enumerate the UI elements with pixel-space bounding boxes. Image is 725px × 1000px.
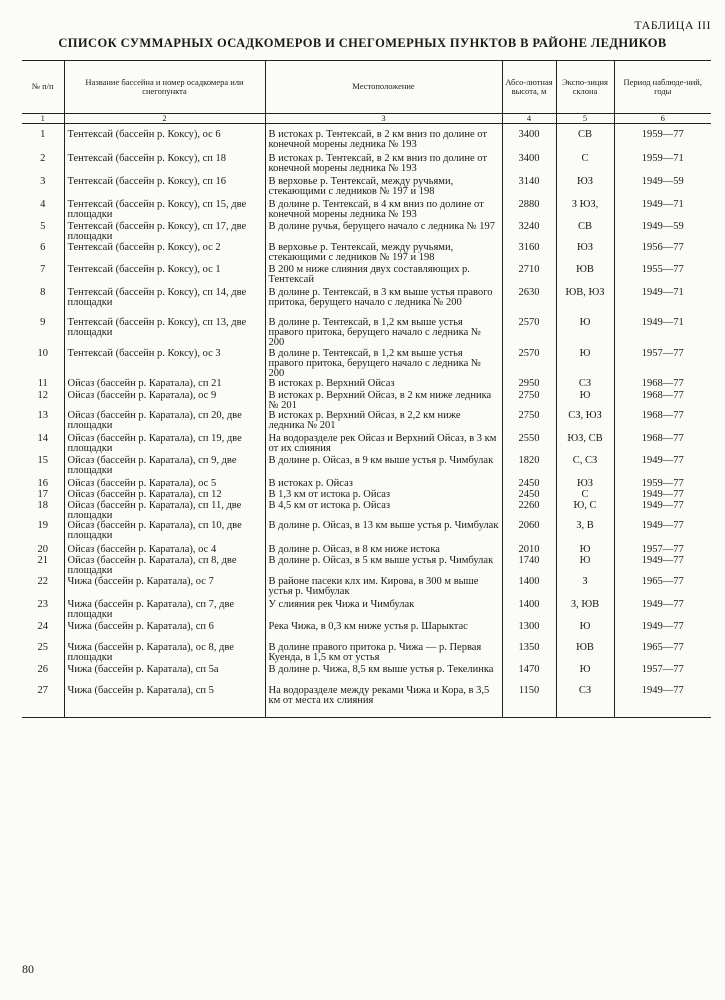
- row-number: 22: [22, 577, 64, 600]
- table-row: [22, 600, 711, 622]
- row-number: 20: [22, 545, 64, 556]
- header-period: Период наблюде-ний, годы: [614, 61, 711, 114]
- observation-period: 1949—59: [614, 222, 711, 243]
- station-name: Ойсаз (бассейн р. Каратала), ос 4: [64, 545, 265, 556]
- station-location: В истоках р. Верхний Ойсаз, в 2 км ниже ледника № 201: [265, 391, 502, 411]
- station-name: Ойсаз (бассейн р. Каратала), сп 9, две площадки: [64, 456, 265, 479]
- row-number: 11: [22, 379, 64, 391]
- slope-exposure: Ю: [556, 318, 614, 349]
- station-altitude: 2060: [502, 521, 556, 545]
- table-row: [22, 130, 711, 154]
- station-location: В долине правого притока р. Чижа — р. Первая Куенда, в 1,5 км от устья: [265, 643, 502, 665]
- row-number: 12: [22, 391, 64, 411]
- table-row: [22, 665, 711, 686]
- station-location: В долине р. Тентексай, в 4 км вниз по долине от конечной морены ледника № 193: [265, 200, 502, 222]
- observation-period: 1949—71: [614, 288, 711, 318]
- station-name: Ойсаз (бассейн р. Каратала), сп 8, две площадки: [64, 556, 265, 577]
- station-altitude: 1300: [502, 622, 556, 643]
- station-location: В долине р. Тентексай, в 1,2 км выше устья правого притока, берущего начало с ледника № 200: [265, 349, 502, 379]
- slope-exposure: СЗ, ЮЗ: [556, 411, 614, 434]
- observation-period: 1949—77: [614, 501, 711, 521]
- row-number: 14: [22, 434, 64, 456]
- slope-exposure: СВ: [556, 222, 614, 243]
- slope-exposure: ЮЗ: [556, 243, 614, 265]
- observation-period: 1968—77: [614, 391, 711, 411]
- slope-exposure: Ю: [556, 556, 614, 577]
- row-number: 16: [22, 479, 64, 490]
- observation-period: 1959—77: [614, 479, 711, 490]
- table-row: [22, 265, 711, 288]
- table-row: [22, 200, 711, 222]
- station-location: В долине р. Тентексай, в 1,2 км выше устья правого притока, берущего начало с ледника № 200: [265, 318, 502, 349]
- row-number: 27: [22, 686, 64, 709]
- station-location: В долине р. Ойсаз, в 13 км выше устья р. Чимбулак: [265, 521, 502, 545]
- column-number-row: [22, 114, 711, 124]
- observation-period: 1965—77: [614, 643, 711, 665]
- stations-table: [22, 60, 711, 718]
- column-number: 5: [556, 114, 614, 124]
- station-name: Ойсаз (бассейн р. Каратала), ос 5: [64, 479, 265, 490]
- table-row: [22, 318, 711, 349]
- station-name: Ойсаз (бассейн р. Каратала), сп 20, две площадки: [64, 411, 265, 434]
- station-name: Чижа (бассейн р. Каратала), ос 8, две площадки: [64, 643, 265, 665]
- station-altitude: 1400: [502, 600, 556, 622]
- observation-period: 1955—77: [614, 265, 711, 288]
- station-name: Чижа (бассейн р. Каратала), сп 7, две площадки: [64, 600, 265, 622]
- table-row: [22, 243, 711, 265]
- observation-period: 1949—71: [614, 318, 711, 349]
- station-location: В верховье р. Тентексай, между ручьями, стекающими с ледников № 197 и 198: [265, 243, 502, 265]
- station-altitude: 2950: [502, 379, 556, 391]
- station-location: У слияния рек Чижа и Чимбулак: [265, 600, 502, 622]
- slope-exposure: ЮЗ: [556, 479, 614, 490]
- row-number: 15: [22, 456, 64, 479]
- station-location: В долине р. Ойсаз, в 5 км выше устья р. Чимбулак: [265, 556, 502, 577]
- station-name: Ойсаз (бассейн р. Каратала), сп 11, две площадки: [64, 501, 265, 521]
- station-name: Чижа (бассейн р. Каратала), сп 5а: [64, 665, 265, 686]
- slope-exposure: З: [556, 577, 614, 600]
- station-altitude: 2630: [502, 288, 556, 318]
- header-location: Местоположение: [265, 61, 502, 114]
- row-number: 7: [22, 265, 64, 288]
- station-location: В истоках р. Верхний Ойсаз, в 2,2 км ниже ледника № 201: [265, 411, 502, 434]
- observation-period: 1949—77: [614, 456, 711, 479]
- station-altitude: 2260: [502, 501, 556, 521]
- observation-period: 1957—77: [614, 349, 711, 379]
- row-number: 18: [22, 501, 64, 521]
- station-location: В долине р. Ойсаз, в 9 км выше устья р. Чимбулак: [265, 456, 502, 479]
- observation-period: 1949—71: [614, 200, 711, 222]
- row-number: 8: [22, 288, 64, 318]
- column-number: 1: [22, 114, 64, 124]
- observation-period: 1959—77: [614, 130, 711, 154]
- slope-exposure: СЗ: [556, 686, 614, 709]
- table-bottom-border: [22, 709, 711, 718]
- observation-period: 1949—77: [614, 490, 711, 501]
- station-name: Чижа (бассейн р. Каратала), сп 6: [64, 622, 265, 643]
- station-location: В истоках р. Верхний Ойсаз: [265, 379, 502, 391]
- row-number: 3: [22, 177, 64, 200]
- station-location: В истоках р. Тентексай, в 2 км вниз по долине от конечной морены ледника № 193: [265, 130, 502, 154]
- station-name: Тентексай (бассейн р. Коксу), сп 16: [64, 177, 265, 200]
- station-altitude: 2570: [502, 318, 556, 349]
- station-altitude: 2450: [502, 479, 556, 490]
- station-altitude: 1470: [502, 665, 556, 686]
- station-name: Ойсаз (бассейн р. Каратала), сп 21: [64, 379, 265, 391]
- table-row: [22, 349, 711, 379]
- table-row: [22, 177, 711, 200]
- station-name: Тентексай (бассейн р. Коксу), ос 6: [64, 130, 265, 154]
- slope-exposure: ЮВ: [556, 643, 614, 665]
- row-number: 21: [22, 556, 64, 577]
- station-location: В истоках р. Тентексай, в 2 км вниз по долине от конечной морены ледника № 193: [265, 154, 502, 177]
- slope-exposure: Ю: [556, 545, 614, 556]
- station-altitude: 2880: [502, 200, 556, 222]
- station-location: В долине р. Тентексай, в 3 км выше устья правого притока, берущего начало с ледника № 200: [265, 288, 502, 318]
- row-number: 24: [22, 622, 64, 643]
- station-name: Ойсаз (бассейн р. Каратала), сп 12: [64, 490, 265, 501]
- station-altitude: 1740: [502, 556, 556, 577]
- station-location: В районе пасеки клх им. Кирова, в 300 м выше устья р. Чимбулак: [265, 577, 502, 600]
- slope-exposure: Ю, С: [556, 501, 614, 521]
- slope-exposure: ЮВ, ЮЗ: [556, 288, 614, 318]
- observation-period: 1959—71: [614, 154, 711, 177]
- row-number: 25: [22, 643, 64, 665]
- slope-exposure: З, В: [556, 521, 614, 545]
- observation-period: 1949—77: [614, 600, 711, 622]
- station-name: Ойсаз (бассейн р. Каратала), сп 19, две площадки: [64, 434, 265, 456]
- row-number: 2: [22, 154, 64, 177]
- station-location: На водоразделе рек Ойсаз и Верхний Ойсаз, в 3 км от их слияния: [265, 434, 502, 456]
- column-number: 4: [502, 114, 556, 124]
- slope-exposure: З ЮЗ,: [556, 200, 614, 222]
- slope-exposure: СВ: [556, 130, 614, 154]
- slope-exposure: ЮЗ: [556, 177, 614, 200]
- station-name: Тентексай (бассейн р. Коксу), ос 1: [64, 265, 265, 288]
- observation-period: 1949—77: [614, 521, 711, 545]
- page-number: 80: [22, 962, 34, 976]
- station-location: В долине р. Ойсаз, в 8 км ниже истока: [265, 545, 502, 556]
- row-number: 13: [22, 411, 64, 434]
- table-row: [22, 622, 711, 643]
- station-name: Ойсаз (бассейн р. Каратала), ос 9: [64, 391, 265, 411]
- table-row: [22, 288, 711, 318]
- slope-exposure: ЮЗ, СВ: [556, 434, 614, 456]
- slope-exposure: З, ЮВ: [556, 600, 614, 622]
- observation-period: 1968—77: [614, 434, 711, 456]
- row-number: 9: [22, 318, 64, 349]
- table-row: [22, 556, 711, 577]
- table-row: [22, 391, 711, 411]
- station-name: Тентексай (бассейн р. Коксу), ос 2: [64, 243, 265, 265]
- observation-period: 1949—77: [614, 556, 711, 577]
- table-row: [22, 456, 711, 479]
- slope-exposure: Ю: [556, 349, 614, 379]
- station-altitude: 2710: [502, 265, 556, 288]
- column-number: 6: [614, 114, 711, 124]
- header-num: № п/п: [22, 61, 64, 114]
- row-number: 1: [22, 130, 64, 154]
- station-altitude: 1820: [502, 456, 556, 479]
- station-altitude: 2570: [502, 349, 556, 379]
- station-altitude: 2750: [502, 391, 556, 411]
- slope-exposure: С, СЗ: [556, 456, 614, 479]
- station-location: На водоразделе между реками Чижа и Кора, в 3,5 км от места их слияния: [265, 686, 502, 709]
- row-number: 5: [22, 222, 64, 243]
- station-name: Тентексай (бассейн р. Коксу), сп 15, две площадки: [64, 200, 265, 222]
- observation-period: 1949—59: [614, 177, 711, 200]
- station-altitude: 3160: [502, 243, 556, 265]
- slope-exposure: СЗ: [556, 379, 614, 391]
- slope-exposure: Ю: [556, 622, 614, 643]
- row-number: 19: [22, 521, 64, 545]
- row-number: 4: [22, 200, 64, 222]
- table-row: [22, 154, 711, 177]
- observation-period: 1957—77: [614, 545, 711, 556]
- slope-exposure: С: [556, 154, 614, 177]
- station-location: В 4,5 км от истока р. Ойсаз: [265, 501, 502, 521]
- table-label: ТАБЛИЦА III: [634, 18, 711, 32]
- table-row: [22, 643, 711, 665]
- station-location: В долине р. Чижа, 8,5 км выше устья р. Текелинка: [265, 665, 502, 686]
- station-name: Тентексай (бассейн р. Коксу), сп 18: [64, 154, 265, 177]
- station-altitude: 2450: [502, 490, 556, 501]
- table-row: [22, 577, 711, 600]
- observation-period: 1968—77: [614, 411, 711, 434]
- table-row: [22, 434, 711, 456]
- row-number: 26: [22, 665, 64, 686]
- page-title: СПИСОК СУММАРНЫХ ОСАДКОМЕРОВ И СНЕГОМЕРНЫХ ПУНКТОВ В РАЙОНЕ ЛЕДНИКОВ: [58, 36, 667, 50]
- slope-exposure: Ю: [556, 391, 614, 411]
- station-name: Тентексай (бассейн р. Коксу), сп 14, две площадки: [64, 288, 265, 318]
- station-location: В 200 м ниже слияния двух составляющих р. Тентексай: [265, 265, 502, 288]
- row-number: 17: [22, 490, 64, 501]
- header-row: [22, 61, 711, 114]
- table-row: [22, 686, 711, 709]
- station-location: В долине ручья, берущего начало с ледника № 197: [265, 222, 502, 243]
- station-name: Тентексай (бассейн р. Коксу), ос 3: [64, 349, 265, 379]
- station-altitude: 2750: [502, 411, 556, 434]
- table-row: [22, 501, 711, 521]
- station-location: Река Чижа, в 0,3 км ниже устья р. Шарыктас: [265, 622, 502, 643]
- station-altitude: 1400: [502, 577, 556, 600]
- header-name: Название бассейна и номер осадкомера или снегопункта: [64, 61, 265, 114]
- station-location: В 1,3 км от истока р. Ойсаз: [265, 490, 502, 501]
- station-altitude: 3400: [502, 154, 556, 177]
- slope-exposure: Ю: [556, 665, 614, 686]
- observation-period: 1968—77: [614, 379, 711, 391]
- station-altitude: 3140: [502, 177, 556, 200]
- station-name: Чижа (бассейн р. Каратала), сп 5: [64, 686, 265, 709]
- station-name: Чижа (бассейн р. Каратала), ос 7: [64, 577, 265, 600]
- station-location: В верховье р. Тентексай, между ручьями, стекающими с ледников № 197 и 198: [265, 177, 502, 200]
- table-body: [22, 124, 711, 718]
- observation-period: 1965—77: [614, 577, 711, 600]
- table-row: [22, 521, 711, 545]
- station-altitude: 1150: [502, 686, 556, 709]
- observation-period: 1949—77: [614, 622, 711, 643]
- observation-period: 1956—77: [614, 243, 711, 265]
- slope-exposure: С: [556, 490, 614, 501]
- header-exposure: Экспо-зиция склона: [556, 61, 614, 114]
- station-name: Тентексай (бассейн р. Коксу), сп 13, две площадки: [64, 318, 265, 349]
- slope-exposure: ЮВ: [556, 265, 614, 288]
- row-number: 23: [22, 600, 64, 622]
- station-altitude: 1350: [502, 643, 556, 665]
- table-row: [22, 411, 711, 434]
- station-altitude: 2010: [502, 545, 556, 556]
- observation-period: 1949—77: [614, 686, 711, 709]
- station-name: Тентексай (бассейн р. Коксу), сп 17, две площадки: [64, 222, 265, 243]
- header-altitude: Абсо-лютная высота, м: [502, 61, 556, 114]
- column-number: 2: [64, 114, 265, 124]
- table-row: [22, 222, 711, 243]
- row-number: 6: [22, 243, 64, 265]
- station-altitude: 2550: [502, 434, 556, 456]
- station-location: В истоках р. Ойсаз: [265, 479, 502, 490]
- station-name: Ойсаз (бассейн р. Каратала), сп 10, две площадки: [64, 521, 265, 545]
- station-altitude: 3240: [502, 222, 556, 243]
- observation-period: 1957—77: [614, 665, 711, 686]
- row-number: 10: [22, 349, 64, 379]
- column-number: 3: [265, 114, 502, 124]
- station-altitude: 3400: [502, 130, 556, 154]
